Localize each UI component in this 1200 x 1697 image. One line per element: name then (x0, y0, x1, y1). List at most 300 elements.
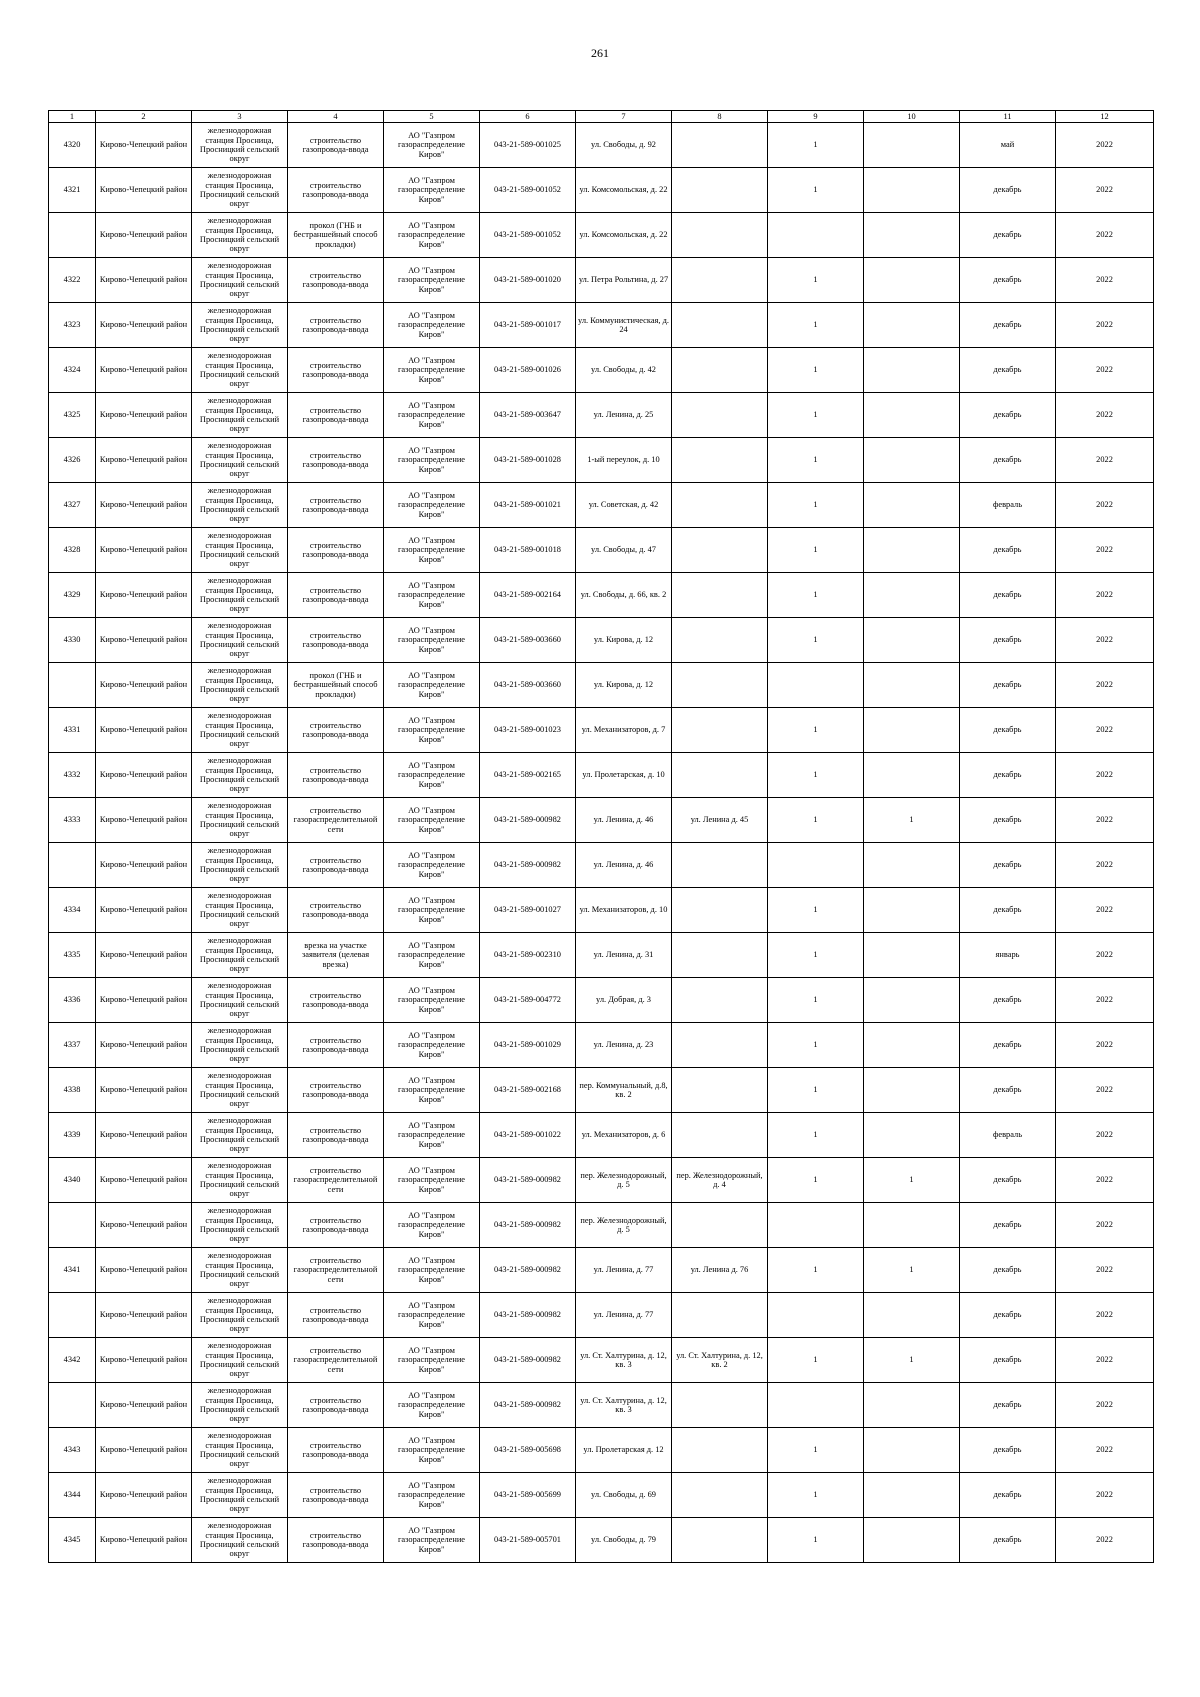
district-cell: Кирово-Чепецкий район (96, 1518, 192, 1563)
locality-cell: железнодорожная станция Просница, Просницкий сельский округ (192, 1338, 288, 1383)
work-type-cell: строительство газораспределительной сети (288, 1338, 384, 1383)
month-cell: январь (960, 933, 1056, 978)
address-cell: ул. Свободы, д. 42 (576, 348, 672, 393)
extra-address-cell (672, 753, 768, 798)
extra-address-cell (672, 663, 768, 708)
extra-address-cell: ул. Ленина д. 45 (672, 798, 768, 843)
extra-address-cell (672, 1068, 768, 1113)
row-number-cell: 4326 (49, 438, 96, 483)
address-cell: ул. Ст. Халтурина, д. 12, кв. 3 (576, 1383, 672, 1428)
count2-cell (864, 978, 960, 1023)
count-cell: 1 (768, 1158, 864, 1203)
extra-address-cell (672, 708, 768, 753)
year-cell: 2022 (1056, 1518, 1154, 1563)
program-code-cell: 043-21-589-004772 (480, 978, 576, 1023)
month-cell: декабрь (960, 258, 1056, 303)
table-row (49, 663, 1154, 708)
locality-cell: железнодорожная станция Просница, Просницкий сельский округ (192, 708, 288, 753)
district-cell: Кирово-Чепецкий район (96, 843, 192, 888)
count-cell: 1 (768, 753, 864, 798)
month-cell: декабрь (960, 1158, 1056, 1203)
locality-cell: железнодорожная станция Просница, Просницкий сельский округ (192, 348, 288, 393)
address-cell: ул. Свободы, д. 69 (576, 1473, 672, 1518)
row-number-cell: 4341 (49, 1248, 96, 1293)
table-row (49, 978, 1154, 1023)
extra-address-cell (672, 258, 768, 303)
work-type-cell: строительство газопровода-ввода (288, 843, 384, 888)
data-table (48, 110, 1154, 1563)
program-code-cell: 043-21-589-002165 (480, 753, 576, 798)
program-code-cell: 043-21-589-000982 (480, 1338, 576, 1383)
count2-cell (864, 1068, 960, 1113)
year-cell: 2022 (1056, 933, 1154, 978)
address-cell: ул. Ленина, д. 77 (576, 1248, 672, 1293)
month-cell: декабрь (960, 1473, 1056, 1518)
year-cell: 2022 (1056, 843, 1154, 888)
count2-cell (864, 618, 960, 663)
table-row (49, 1518, 1154, 1563)
district-cell: Кирово-Чепецкий район (96, 213, 192, 258)
address-cell: ул. Механизаторов, д. 10 (576, 888, 672, 933)
extra-address-cell (672, 303, 768, 348)
count2-cell (864, 123, 960, 168)
count2-cell (864, 393, 960, 438)
row-number-cell: 4344 (49, 1473, 96, 1518)
work-type-cell: строительство газораспределительной сети (288, 1248, 384, 1293)
year-cell: 2022 (1056, 888, 1154, 933)
organization-cell: АО "Газпром газораспределение Киров" (384, 213, 480, 258)
column-header: 5 (384, 111, 480, 123)
work-type-cell: строительство газопровода-ввода (288, 483, 384, 528)
locality-cell: железнодорожная станция Просница, Просницкий сельский округ (192, 1518, 288, 1563)
year-cell: 2022 (1056, 978, 1154, 1023)
district-cell: Кирово-Чепецкий район (96, 708, 192, 753)
table-row (49, 213, 1154, 258)
count-cell: 1 (768, 1023, 864, 1068)
address-cell: ул. Ленина, д. 31 (576, 933, 672, 978)
organization-cell: АО "Газпром газораспределение Киров" (384, 933, 480, 978)
work-type-cell: строительство газопровода-ввода (288, 348, 384, 393)
count-cell: 1 (768, 1248, 864, 1293)
address-cell: пер. Коммунальный, д.8, кв. 2 (576, 1068, 672, 1113)
program-code-cell: 043-21-589-001021 (480, 483, 576, 528)
work-type-cell: строительство газопровода-ввода (288, 1068, 384, 1113)
extra-address-cell (672, 978, 768, 1023)
year-cell: 2022 (1056, 1473, 1154, 1518)
address-cell: ул. Свободы, д. 79 (576, 1518, 672, 1563)
count-cell: 1 (768, 528, 864, 573)
month-cell: декабрь (960, 1518, 1056, 1563)
program-code-cell: 043-21-589-000982 (480, 1293, 576, 1338)
count-cell: 1 (768, 1068, 864, 1113)
year-cell: 2022 (1056, 1113, 1154, 1158)
locality-cell: железнодорожная станция Просница, Просницкий сельский округ (192, 978, 288, 1023)
extra-address-cell (672, 123, 768, 168)
program-code-cell: 043-21-589-001052 (480, 168, 576, 213)
address-cell: ул. Ленина, д. 46 (576, 843, 672, 888)
row-number-cell (49, 213, 96, 258)
count-cell: 1 (768, 168, 864, 213)
organization-cell: АО "Газпром газораспределение Киров" (384, 258, 480, 303)
count-cell: 1 (768, 393, 864, 438)
organization-cell: АО "Газпром газораспределение Киров" (384, 1518, 480, 1563)
district-cell: Кирово-Чепецкий район (96, 168, 192, 213)
count2-cell (864, 483, 960, 528)
column-header: 3 (192, 111, 288, 123)
address-cell: пер. Железнодорожный, д. 5 (576, 1158, 672, 1203)
extra-address-cell (672, 573, 768, 618)
locality-cell: железнодорожная станция Просница, Просницкий сельский округ (192, 933, 288, 978)
work-type-cell: строительство газопровода-ввода (288, 393, 384, 438)
count-cell (768, 213, 864, 258)
table-row (49, 1428, 1154, 1473)
program-code-cell: 043-21-589-000982 (480, 1383, 576, 1428)
row-number-cell: 4322 (49, 258, 96, 303)
column-header: 9 (768, 111, 864, 123)
table-row (49, 258, 1154, 303)
count-cell: 1 (768, 258, 864, 303)
year-cell: 2022 (1056, 258, 1154, 303)
organization-cell: АО "Газпром газораспределение Киров" (384, 303, 480, 348)
organization-cell: АО "Газпром газораспределение Киров" (384, 798, 480, 843)
count2-cell (864, 1113, 960, 1158)
table-row (49, 1293, 1154, 1338)
year-cell: 2022 (1056, 798, 1154, 843)
work-type-cell: строительство газопровода-ввода (288, 1113, 384, 1158)
organization-cell: АО "Газпром газораспределение Киров" (384, 1338, 480, 1383)
locality-cell: железнодорожная станция Просница, Просницкий сельский округ (192, 1428, 288, 1473)
extra-address-cell (672, 348, 768, 393)
address-cell: 1-ый переулок, д. 10 (576, 438, 672, 483)
year-cell: 2022 (1056, 168, 1154, 213)
organization-cell: АО "Газпром газораспределение Киров" (384, 1293, 480, 1338)
year-cell: 2022 (1056, 1338, 1154, 1383)
work-type-cell: строительство газопровода-ввода (288, 1518, 384, 1563)
extra-address-cell (672, 1023, 768, 1068)
locality-cell: железнодорожная станция Просница, Просницкий сельский округ (192, 1203, 288, 1248)
locality-cell: железнодорожная станция Просница, Просницкий сельский округ (192, 1473, 288, 1518)
row-number-cell (49, 843, 96, 888)
count2-cell (864, 1023, 960, 1068)
extra-address-cell (672, 168, 768, 213)
count2-cell: 1 (864, 1158, 960, 1203)
month-cell: декабрь (960, 1428, 1056, 1473)
month-cell: май (960, 123, 1056, 168)
program-code-cell: 043-21-589-005698 (480, 1428, 576, 1473)
organization-cell: АО "Газпром газораспределение Киров" (384, 1158, 480, 1203)
work-type-cell: строительство газопровода-ввода (288, 978, 384, 1023)
organization-cell: АО "Газпром газораспределение Киров" (384, 1428, 480, 1473)
year-cell: 2022 (1056, 708, 1154, 753)
locality-cell: железнодорожная станция Просница, Просницкий сельский округ (192, 888, 288, 933)
organization-cell: АО "Газпром газораспределение Киров" (384, 483, 480, 528)
year-cell: 2022 (1056, 483, 1154, 528)
program-code-cell: 043-21-589-003660 (480, 618, 576, 663)
month-cell: декабрь (960, 978, 1056, 1023)
table-body (49, 123, 1154, 1563)
column-header: 11 (960, 111, 1056, 123)
month-cell: февраль (960, 1113, 1056, 1158)
work-type-cell: строительство газопровода-ввода (288, 1428, 384, 1473)
district-cell: Кирово-Чепецкий район (96, 618, 192, 663)
locality-cell: железнодорожная станция Просница, Просницкий сельский округ (192, 573, 288, 618)
locality-cell: железнодорожная станция Просница, Просницкий сельский округ (192, 168, 288, 213)
extra-address-cell (672, 1518, 768, 1563)
organization-cell: АО "Газпром газораспределение Киров" (384, 843, 480, 888)
program-code-cell: 043-21-589-001018 (480, 528, 576, 573)
locality-cell: железнодорожная станция Просница, Просницкий сельский округ (192, 618, 288, 663)
row-number-cell: 4324 (49, 348, 96, 393)
table-row (49, 1248, 1154, 1293)
count2-cell: 1 (864, 1338, 960, 1383)
count-cell: 1 (768, 933, 864, 978)
column-header: 8 (672, 111, 768, 123)
locality-cell: железнодорожная станция Просница, Просницкий сельский округ (192, 1293, 288, 1338)
locality-cell: железнодорожная станция Просница, Просницкий сельский округ (192, 1113, 288, 1158)
count2-cell (864, 708, 960, 753)
work-type-cell: прокол (ГНБ и бестраншейный способ прокладки) (288, 213, 384, 258)
district-cell: Кирово-Чепецкий район (96, 573, 192, 618)
program-code-cell: 043-21-589-000982 (480, 1203, 576, 1248)
table-row (49, 483, 1154, 528)
program-code-cell: 043-21-589-001026 (480, 348, 576, 393)
organization-cell: АО "Газпром газораспределение Киров" (384, 1203, 480, 1248)
row-number-cell: 4339 (49, 1113, 96, 1158)
column-header: 10 (864, 111, 960, 123)
organization-cell: АО "Газпром газораспределение Киров" (384, 528, 480, 573)
month-cell: декабрь (960, 438, 1056, 483)
program-code-cell: 043-21-589-005699 (480, 1473, 576, 1518)
district-cell: Кирово-Чепецкий район (96, 393, 192, 438)
month-cell: декабрь (960, 1248, 1056, 1293)
extra-address-cell: ул. Ст. Халтурина, д. 12, кв. 2 (672, 1338, 768, 1383)
count2-cell (864, 933, 960, 978)
row-number-cell (49, 663, 96, 708)
organization-cell: АО "Газпром газораспределение Киров" (384, 1248, 480, 1293)
row-number-cell: 4329 (49, 573, 96, 618)
year-cell: 2022 (1056, 618, 1154, 663)
column-header: 7 (576, 111, 672, 123)
count2-cell (864, 1473, 960, 1518)
month-cell: февраль (960, 483, 1056, 528)
table-row (49, 753, 1154, 798)
district-cell: Кирово-Чепецкий район (96, 483, 192, 528)
table-row (49, 1113, 1154, 1158)
locality-cell: железнодорожная станция Просница, Просницкий сельский округ (192, 123, 288, 168)
year-cell: 2022 (1056, 1023, 1154, 1068)
row-number-cell: 4336 (49, 978, 96, 1023)
work-type-cell: строительство газораспределительной сети (288, 1158, 384, 1203)
table-row (49, 438, 1154, 483)
locality-cell: железнодорожная станция Просница, Просницкий сельский округ (192, 213, 288, 258)
count2-cell (864, 843, 960, 888)
page-number: 261 (591, 46, 609, 60)
district-cell: Кирово-Чепецкий район (96, 1158, 192, 1203)
locality-cell: железнодорожная станция Просница, Просницкий сельский округ (192, 438, 288, 483)
row-number-cell: 4330 (49, 618, 96, 663)
count-cell: 1 (768, 618, 864, 663)
count2-cell (864, 1518, 960, 1563)
district-cell: Кирово-Чепецкий район (96, 348, 192, 393)
district-cell: Кирово-Чепецкий район (96, 1113, 192, 1158)
column-header: 12 (1056, 111, 1154, 123)
address-cell: ул. Механизаторов, д. 6 (576, 1113, 672, 1158)
year-cell: 2022 (1056, 1248, 1154, 1293)
work-type-cell: строительство газопровода-ввода (288, 528, 384, 573)
locality-cell: железнодорожная станция Просница, Просницкий сельский округ (192, 303, 288, 348)
year-cell: 2022 (1056, 393, 1154, 438)
month-cell: декабрь (960, 348, 1056, 393)
count-cell: 1 (768, 438, 864, 483)
table-row (49, 618, 1154, 663)
count-cell: 1 (768, 1428, 864, 1473)
count2-cell (864, 573, 960, 618)
work-type-cell: строительство газопровода-ввода (288, 258, 384, 303)
district-cell: Кирово-Чепецкий район (96, 1293, 192, 1338)
program-code-cell: 043-21-589-000982 (480, 1248, 576, 1293)
address-cell: ул. Механизаторов, д. 7 (576, 708, 672, 753)
count-cell: 1 (768, 888, 864, 933)
year-cell: 2022 (1056, 348, 1154, 393)
work-type-cell: врезка на участке заявителя (целевая врезка) (288, 933, 384, 978)
address-cell: ул. Комсомольская, д. 22 (576, 168, 672, 213)
extra-address-cell (672, 1383, 768, 1428)
address-cell: ул. Кирова, д. 12 (576, 618, 672, 663)
work-type-cell: строительство газопровода-ввода (288, 618, 384, 663)
table-row (49, 1473, 1154, 1518)
year-cell: 2022 (1056, 1293, 1154, 1338)
table-row (49, 168, 1154, 213)
row-number-cell: 4338 (49, 1068, 96, 1113)
year-cell: 2022 (1056, 1428, 1154, 1473)
locality-cell: железнодорожная станция Просница, Просницкий сельский округ (192, 483, 288, 528)
row-number-cell: 4323 (49, 303, 96, 348)
count-cell: 1 (768, 1518, 864, 1563)
district-cell: Кирово-Чепецкий район (96, 1068, 192, 1113)
district-cell: Кирово-Чепецкий район (96, 303, 192, 348)
organization-cell: АО "Газпром газораспределение Киров" (384, 708, 480, 753)
district-cell: Кирово-Чепецкий район (96, 1473, 192, 1518)
row-number-cell: 4331 (49, 708, 96, 753)
program-code-cell: 043-21-589-001027 (480, 888, 576, 933)
table-row (49, 123, 1154, 168)
month-cell: декабрь (960, 393, 1056, 438)
district-cell: Кирово-Чепецкий район (96, 978, 192, 1023)
address-cell: ул. Комсомольская, д. 22 (576, 213, 672, 258)
organization-cell: АО "Газпром газораспределение Киров" (384, 888, 480, 933)
address-cell: ул. Ленина, д. 25 (576, 393, 672, 438)
month-cell: декабрь (960, 1293, 1056, 1338)
program-code-cell: 043-21-589-001020 (480, 258, 576, 303)
year-cell: 2022 (1056, 213, 1154, 258)
address-cell: ул. Ст. Халтурина, д. 12, кв. 3 (576, 1338, 672, 1383)
extra-address-cell (672, 213, 768, 258)
organization-cell: АО "Газпром газораспределение Киров" (384, 438, 480, 483)
month-cell: декабрь (960, 1203, 1056, 1248)
month-cell: декабрь (960, 618, 1056, 663)
program-code-cell: 043-21-589-001052 (480, 213, 576, 258)
column-header: 6 (480, 111, 576, 123)
table-row (49, 888, 1154, 933)
district-cell: Кирово-Чепецкий район (96, 1428, 192, 1473)
month-cell: декабрь (960, 1068, 1056, 1113)
extra-address-cell: ул. Ленина д. 76 (672, 1248, 768, 1293)
program-code-cell: 043-21-589-001029 (480, 1023, 576, 1068)
count-cell: 1 (768, 798, 864, 843)
work-type-cell: строительство газопровода-ввода (288, 1473, 384, 1518)
count2-cell (864, 168, 960, 213)
extra-address-cell (672, 888, 768, 933)
organization-cell: АО "Газпром газораспределение Киров" (384, 1473, 480, 1518)
row-number-cell: 4327 (49, 483, 96, 528)
address-cell: ул. Свободы, д. 47 (576, 528, 672, 573)
count-cell: 1 (768, 483, 864, 528)
work-type-cell: строительство газораспределительной сети (288, 798, 384, 843)
district-cell: Кирово-Чепецкий район (96, 663, 192, 708)
district-cell: Кирово-Чепецкий район (96, 1023, 192, 1068)
district-cell: Кирово-Чепецкий район (96, 753, 192, 798)
year-cell: 2022 (1056, 753, 1154, 798)
column-header: 2 (96, 111, 192, 123)
work-type-cell: строительство газопровода-ввода (288, 573, 384, 618)
month-cell: декабрь (960, 528, 1056, 573)
extra-address-cell (672, 1428, 768, 1473)
count2-cell (864, 1203, 960, 1248)
locality-cell: железнодорожная станция Просница, Просницкий сельский округ (192, 1068, 288, 1113)
district-cell: Кирово-Чепецкий район (96, 933, 192, 978)
program-code-cell: 043-21-589-003660 (480, 663, 576, 708)
count2-cell: 1 (864, 1248, 960, 1293)
month-cell: декабрь (960, 663, 1056, 708)
table-row (49, 348, 1154, 393)
year-cell: 2022 (1056, 438, 1154, 483)
extra-address-cell (672, 438, 768, 483)
organization-cell: АО "Газпром газораспределение Киров" (384, 348, 480, 393)
extra-address-cell (672, 933, 768, 978)
organization-cell: АО "Газпром газораспределение Киров" (384, 1113, 480, 1158)
table-row (49, 1338, 1154, 1383)
count-cell (768, 663, 864, 708)
row-number-cell (49, 1203, 96, 1248)
address-cell: ул. Кирова, д. 12 (576, 663, 672, 708)
address-cell: ул. Свободы, д. 92 (576, 123, 672, 168)
row-number-cell: 4321 (49, 168, 96, 213)
table-row (49, 528, 1154, 573)
organization-cell: АО "Газпром газораспределение Киров" (384, 123, 480, 168)
district-cell: Кирово-Чепецкий район (96, 438, 192, 483)
table-row (49, 303, 1154, 348)
program-code-cell: 043-21-589-001017 (480, 303, 576, 348)
month-cell: декабрь (960, 213, 1056, 258)
extra-address-cell (672, 618, 768, 663)
organization-cell: АО "Газпром газораспределение Киров" (384, 573, 480, 618)
year-cell: 2022 (1056, 123, 1154, 168)
column-header: 1 (49, 111, 96, 123)
address-cell: ул. Ленина, д. 46 (576, 798, 672, 843)
work-type-cell: строительство газопровода-ввода (288, 438, 384, 483)
year-cell: 2022 (1056, 1158, 1154, 1203)
count2-cell (864, 1293, 960, 1338)
work-type-cell: строительство газопровода-ввода (288, 1383, 384, 1428)
month-cell: декабрь (960, 888, 1056, 933)
count-cell: 1 (768, 1113, 864, 1158)
work-type-cell: строительство газопровода-ввода (288, 168, 384, 213)
locality-cell: железнодорожная станция Просница, Просницкий сельский округ (192, 258, 288, 303)
table-row (49, 393, 1154, 438)
district-cell: Кирово-Чепецкий район (96, 1248, 192, 1293)
count2-cell (864, 753, 960, 798)
table-row (49, 1023, 1154, 1068)
